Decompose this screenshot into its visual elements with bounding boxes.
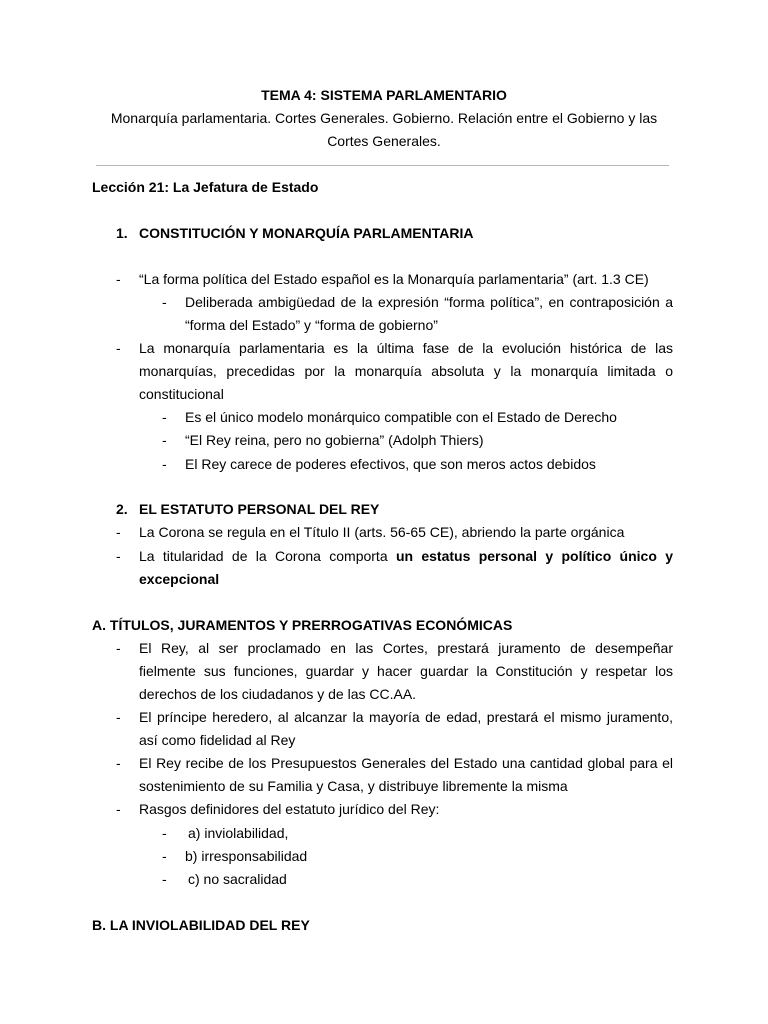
bullet-dash: - — [116, 340, 121, 356]
sub-bullet-dash: - — [162, 432, 167, 448]
sub-bullet-dash: - — [162, 848, 167, 864]
section-1-sub-bullet-1-line-2: “forma del Estado” y “forma de gobierno” — [185, 317, 438, 333]
section-a-sub-bullet-3: c) no sacralidad — [188, 871, 287, 887]
section-1-bullet-2-line-2: monarquías, precedidas por la monarquía absoluta y la monarquía limitada o — [139, 363, 673, 379]
bullet-dash: - — [116, 709, 121, 725]
section-1-number: 1. — [116, 225, 128, 241]
section-1-sub-bullet-2: Es el único modelo monárquico compatible con el Estado de Derecho — [185, 409, 617, 425]
sub-bullet-dash: - — [162, 825, 167, 841]
section-2-number: 2. — [116, 501, 128, 517]
section-1-bullet-2-line-3: constitucional — [139, 386, 224, 402]
section-1-heading: CONSTITUCIÓN Y MONARQUÍA PARLAMENTARIA — [139, 225, 474, 241]
sub-bullet-dash: - — [162, 294, 167, 310]
document-header — [96, 84, 672, 153]
section-a-sub-bullet-1: a) inviolabilidad, — [188, 825, 289, 841]
section-2-bullet-2-bold-text: un estatus personal y político único y — [395, 548, 673, 564]
topic-title: TEMA 4: SISTEMA PARLAMENTARIO — [261, 87, 507, 103]
bullet-dash: - — [116, 524, 121, 540]
section-b-heading: B. LA INVIOLABILIDAD DEL REY — [92, 917, 310, 933]
section-1-bullet-1: “La forma política del Estado español es la Monarquía parlamentaria” (art. 1.3 CE) — [139, 271, 649, 287]
section-1-bullet-2-line-1: La monarquía parlamentaria es la última fase de la evolución histórica de las — [139, 340, 673, 356]
section-a-bullet-2-line-1: El príncipe heredero, al alcanzar la mayoría de edad, prestará el mismo juramento, — [139, 709, 673, 725]
lesson-heading: Lección 21: La Jefatura de Estado — [92, 179, 319, 195]
bullet-dash: - — [116, 548, 121, 564]
sub-bullet-dash: - — [162, 409, 167, 425]
section-2-bullet-1: La Corona se regula en el Título II (arts. 56-65 CE), abriendo la parte orgánica — [139, 524, 625, 540]
topic-subtitle-line-2: Cortes Generales. — [327, 133, 441, 149]
bullet-dash: - — [116, 801, 121, 817]
section-2-bullet-2-normal-text: La titularidad de la Corona comporta — [139, 548, 396, 564]
section-a-bullet-1-line-2: fielmente sus funciones, guardar y hacer guardar la Constitución y respetar los — [139, 663, 673, 679]
section-2-bullet-2-line-1 — [139, 545, 673, 568]
header-divider — [96, 165, 669, 166]
section-a-bullet-1-line-3: derechos de los ciudadanos y de las CC.AA. — [139, 686, 417, 702]
sub-bullet-dash: - — [162, 871, 167, 887]
section-2-heading: EL ESTATUTO PERSONAL DEL REY — [139, 501, 380, 517]
section-a-heading: A. TÍTULOS, JURAMENTOS Y PRERROGATIVAS ECONÓMICAS — [92, 617, 513, 633]
section-1-sub-bullet-3: “El Rey reina, pero no gobierna” (Adolph Thiers) — [185, 432, 484, 448]
section-1-sub-bullet-1-line-1: Deliberada ambigüedad de la expresión “forma política”, en contraposición a — [185, 294, 673, 310]
topic-subtitle-line-1: Monarquía parlamentaria. Cortes Generales. Gobierno. Relación entre el Gobierno y las — [110, 110, 658, 126]
sub-bullet-dash: - — [162, 456, 167, 472]
section-a-sub-bullet-2: b) irresponsabilidad — [185, 848, 308, 864]
bullet-dash: - — [116, 755, 121, 771]
section-a-bullet-2-line-2: así como fidelidad al Rey — [139, 732, 296, 748]
bullet-dash: - — [116, 271, 121, 287]
section-2-bullet-2-line-2: excepcional — [139, 571, 220, 587]
section-1-sub-bullet-4: El Rey carece de poderes efectivos, que son meros actos debidos — [185, 456, 596, 472]
section-a-bullet-3-line-1: El Rey recibe de los Presupuestos Generales del Estado una cantidad global para el — [139, 755, 673, 771]
section-a-bullet-4: Rasgos definidores del estatuto jurídico del Rey: — [139, 801, 440, 817]
section-a-bullet-1-line-1: El Rey, al ser proclamado en las Cortes, prestará juramento de desempeñar — [139, 640, 673, 656]
bullet-dash: - — [116, 640, 121, 656]
section-a-bullet-3-line-2: sostenimiento de su Familia y Casa, y distribuye libremente la misma — [139, 778, 568, 794]
